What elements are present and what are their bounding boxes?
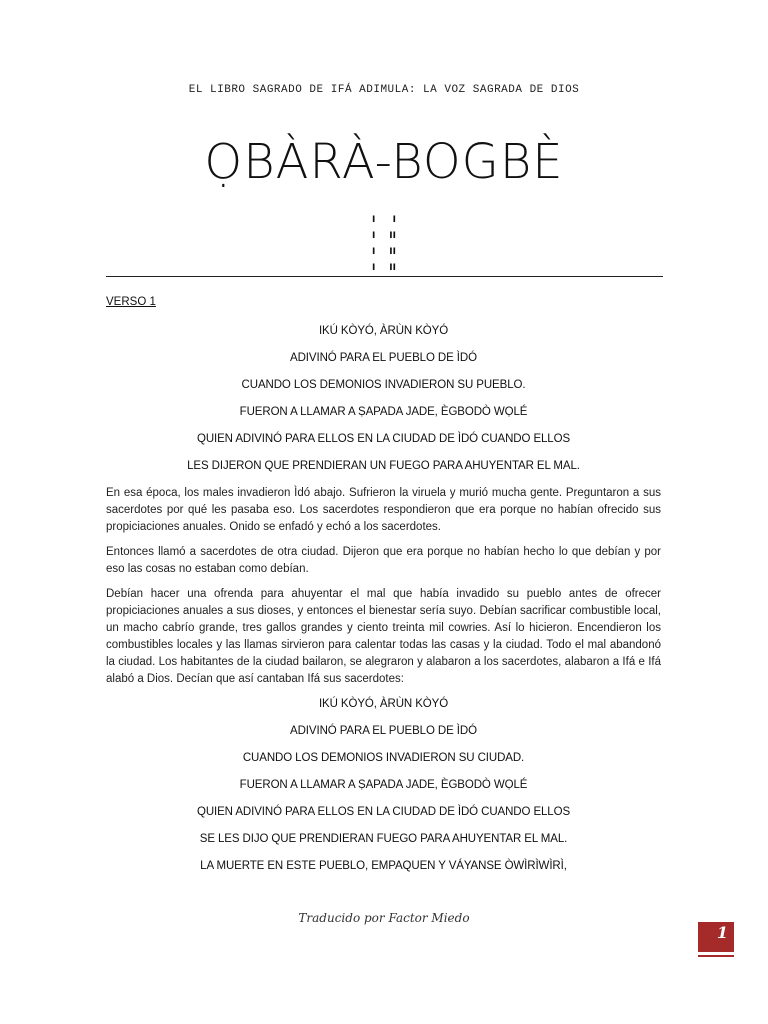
odu-signature bbox=[372, 212, 396, 276]
chant-block-1 bbox=[106, 323, 661, 475]
chant-line: IKÚ KÒYÓ, ÀRÙN KÒYÓ bbox=[318, 325, 449, 337]
chant-line: FUERON A LLAMAR A ṢAPADA JADE, ÈGBODÒ WỌLÉ bbox=[239, 406, 528, 418]
body-paragraph: Debían hacer una ofrenda para ahuyentar el mal que había invadido su pueblo antes de ofrecer propiciaciones anuales a sus dioses, y entonces el bienestar sería suyo. Debían sacrificar combustible local, un macho cabrío grande, tres gallos grandes y ciento treinta mil cowries. Así lo hicieron. Encendieron los combustibles locales y las llamas sirvieron para calentar todas las casas y la ciudad. Todo el mal abandonó la ciudad. Los habitantes de la ciudad bailaron, se alegraron y alabaron a los sacerdotes, alabaron a Ifá e Ifá alabó a Dios. Decían que así cantaban Ifá sus sacerdotes: bbox=[106, 588, 661, 685]
chant-line: ADIVINÓ PARA EL PUEBLO DE ÌDÓ bbox=[290, 352, 477, 364]
verse-label: VERSO 1 bbox=[106, 296, 156, 308]
chant-line: ADIVINÓ PARA EL PUEBLO DE ÌDÓ bbox=[290, 725, 477, 737]
odu-row bbox=[372, 228, 396, 244]
translator-credit: Traducido por Factor Miedo bbox=[298, 911, 470, 925]
odu-mark-left: I bbox=[372, 263, 376, 273]
main-content bbox=[106, 294, 661, 885]
body-paragraph: Entonces llamó a sacerdotes de otra ciudad. Dijeron que era porque no habían hecho lo que debían y por eso las cosas no estaban como debían. bbox=[106, 546, 661, 575]
odu-row bbox=[372, 212, 396, 228]
page-badge-underline bbox=[698, 955, 734, 957]
odu-mark-right: II bbox=[389, 263, 396, 273]
page-number-badge: 1 bbox=[698, 922, 734, 952]
chant-block-2 bbox=[106, 696, 661, 875]
chant-line: SE LES DIJO QUE PRENDIERAN FUEGO PARA AHUYENTAR EL MAL. bbox=[199, 833, 568, 845]
odu-row bbox=[372, 244, 396, 260]
odu-mark-left: I bbox=[372, 247, 376, 257]
odu-row bbox=[372, 260, 396, 276]
odu-mark-right: II bbox=[389, 231, 396, 241]
odu-mark-right: II bbox=[389, 247, 396, 257]
odu-mark-right: I bbox=[392, 215, 396, 225]
odu-mark-left: I bbox=[372, 231, 376, 241]
chant-line: CUANDO LOS DEMONIOS INVADIERON SU CIUDAD. bbox=[242, 752, 525, 764]
book-header: EL LIBRO SAGRADO DE IFÁ ADIMULA: LA VOZ SAGRADA DE DIOS bbox=[188, 84, 580, 96]
horizontal-divider bbox=[106, 276, 663, 277]
odu-mark-left: I bbox=[372, 215, 376, 225]
chant-line: IKÚ KÒYÓ, ÀRÙN KÒYÓ bbox=[318, 698, 449, 710]
chant-line: LES DIJERON QUE PRENDIERAN UN FUEGO PARA AHUYENTAR EL MAL. bbox=[187, 460, 580, 472]
page-title: ỌBÀRÀ-BOGBÈ bbox=[204, 134, 564, 190]
body-paragraph: En esa época, los males invadieron Ìdó abajo. Sufrieron la viruela y murió mucha gente. Preguntaron a sus sacerdotes por qué les pasaba eso. Los sacerdotes respondieron que era porque no habían ofrecido sus propiciaciones anuales. Onido se enfadó y echó a los sacerdotes. bbox=[106, 487, 661, 533]
chant-line: QUIEN ADIVINÓ PARA ELLOS EN LA CIUDAD DE ÌDÓ CUANDO ELLOS bbox=[196, 433, 571, 445]
chant-line: LA MUERTE EN ESTE PUEBLO, EMPAQUEN Y VÁYANSE ÒWÌRÌWÌRÌ, bbox=[200, 860, 567, 872]
chant-line: QUIEN ADIVINÓ PARA ELLOS EN LA CIUDAD DE ÌDÓ CUANDO ELLOS bbox=[196, 806, 571, 818]
chant-line: FUERON A LLAMAR A ṢAPADA JADE, ÈGBODÒ WỌLÉ bbox=[239, 779, 528, 791]
chant-line: CUANDO LOS DEMONIOS INVADIERON SU PUEBLO. bbox=[241, 379, 526, 391]
